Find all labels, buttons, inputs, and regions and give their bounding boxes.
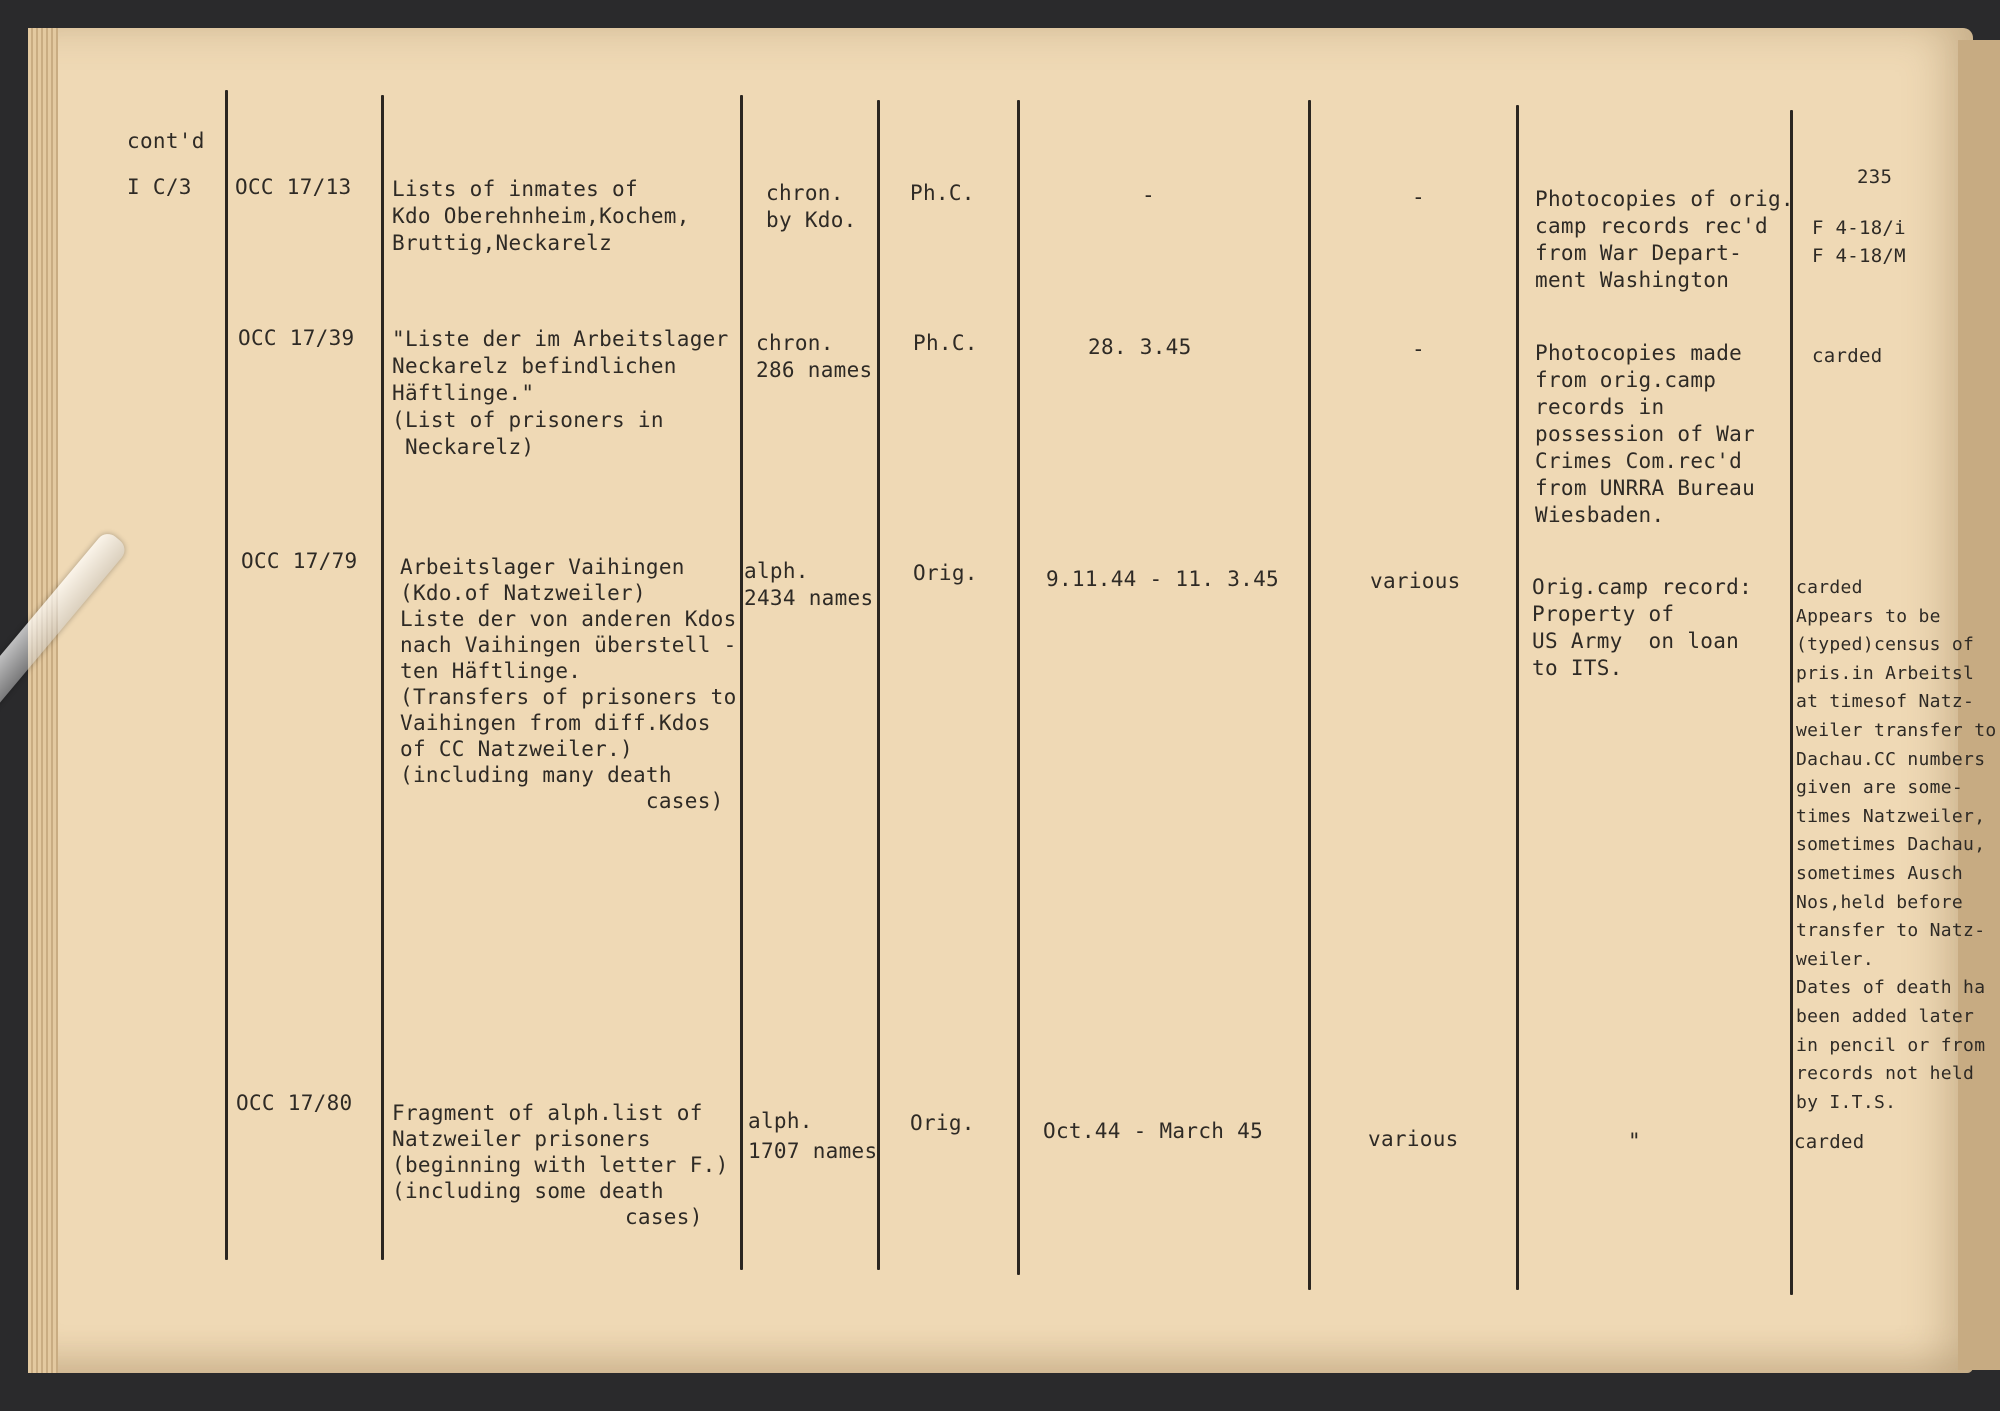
remarks: carded — [1794, 1131, 1865, 1153]
group-code: I C/3 — [127, 175, 192, 199]
remarks: F 4-18/i F 4-18/M — [1812, 217, 1906, 267]
ref-code: OCC 17/80 — [236, 1091, 353, 1115]
ref-code: OCC 17/79 — [241, 549, 358, 573]
record-type: Ph.C. — [913, 331, 978, 355]
record-title: Fragment of alph.list of Natzweiler prisoners (beginning with letter F.) (including some death cases) — [392, 1101, 729, 1229]
column-rule-3 — [740, 95, 743, 1270]
remarks: carded Appears to be (typed)census of pris.in Arbeitsl at timesof Natz- weiler transfer to Dachau.CC numbers given are some- times Natzweiler, sometimes Dachau, sometimes Ausch Nos,held before transfer to Natz- weiler. Dates of death ha been added later in pencil or from records not held by I.T.S. — [1796, 577, 1997, 1113]
source-note: Orig.camp record: Property of US Army on loan to ITS. — [1532, 575, 1753, 680]
record-type: Orig. — [913, 561, 978, 585]
column-rule-6 — [1308, 100, 1311, 1290]
record-title: Lists of inmates of Kdo Oberehnheim,Kochem, Bruttig,Neckarelz — [392, 177, 690, 255]
date-range: - — [1142, 183, 1155, 207]
record-type: Ph.C. — [910, 181, 975, 205]
column-rule-7 — [1516, 105, 1519, 1290]
source-note: Photocopies of orig. camp records rec'd from War Depart- ment Washington — [1535, 187, 1794, 292]
page-edges — [28, 28, 58, 1373]
arrangement: chron. by Kdo. — [766, 181, 857, 232]
remarks: carded — [1812, 345, 1883, 367]
ref-code: OCC 17/13 — [235, 175, 352, 199]
arrangement: chron. 286 names — [756, 331, 873, 382]
date-range: Oct.44 - March 45 — [1043, 1119, 1264, 1143]
source-note: " — [1628, 1129, 1641, 1153]
column-rule-2 — [381, 95, 384, 1260]
ref-code: OCC 17/39 — [238, 326, 355, 350]
record-title: Arbeitslager Vaihingen (Kdo.of Natzweiler) Liste der von anderen Kdos nach Vaihingen überstell - ten Häftlinge. (Transfers of prisoners to Vaihingen from diff.Kdos of CC Natzweiler.) (including many death cases) — [400, 555, 737, 813]
source-note: Photocopies made from orig.camp records in possession of War Crimes Com.rec'd from UNRRA Bureau Wiesbaden. — [1535, 341, 1756, 527]
page-number: 235 — [1857, 166, 1893, 188]
arrangement: alph. 2434 names — [744, 559, 874, 610]
extra-info: - — [1412, 185, 1425, 209]
arrangement: alph. 1707 names — [748, 1109, 878, 1163]
contd-label: cont'd — [127, 129, 205, 153]
extra-info: various — [1370, 569, 1461, 593]
column-rule-1 — [225, 90, 228, 1260]
date-range: 28. 3.45 — [1088, 335, 1192, 359]
date-range: 9.11.44 - 11. 3.45 — [1046, 567, 1279, 591]
record-title: "Liste der im Arbeitslager Neckarelz befindlichen Häftlinge." (List of prisoners in Neckarelz) — [392, 327, 729, 459]
record-type: Orig. — [910, 1111, 975, 1135]
extra-info: various — [1368, 1127, 1459, 1151]
column-rule-4 — [877, 100, 880, 1270]
extra-info: - — [1412, 337, 1425, 361]
column-rule-5 — [1017, 100, 1020, 1275]
